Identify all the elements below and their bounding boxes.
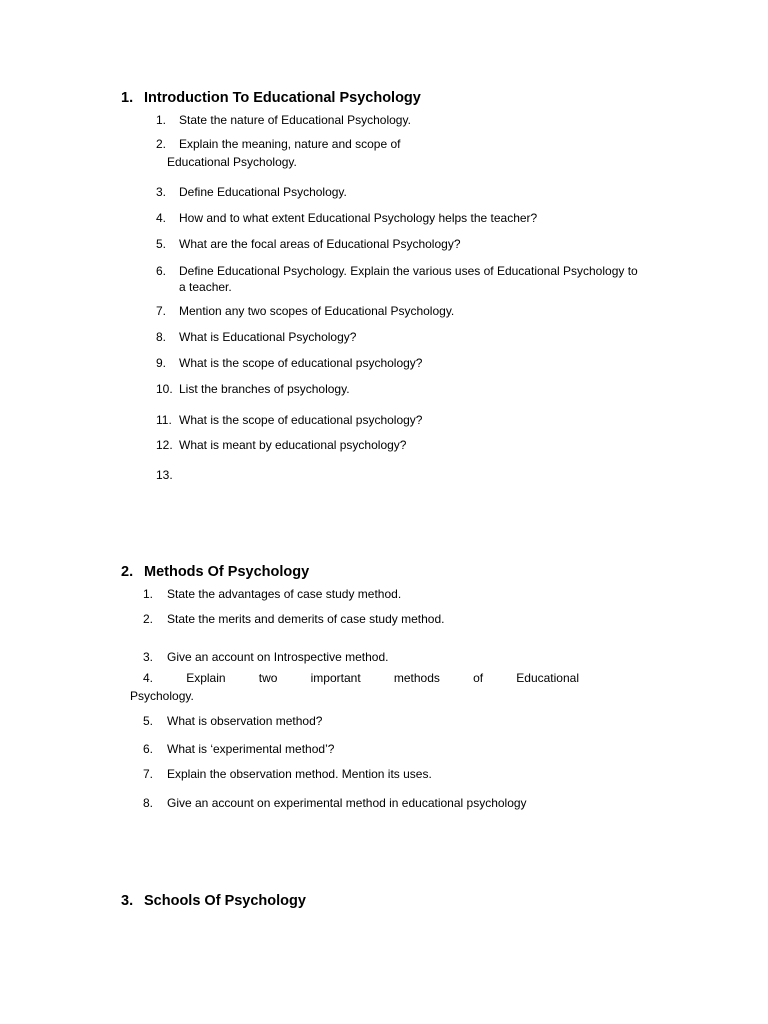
question-text: Give an account on Introspective method. <box>167 650 389 664</box>
question-number: 7. <box>156 304 167 318</box>
section-1-title: Introduction To Educational Psychology <box>144 90 421 106</box>
question-number: 12. <box>156 438 173 452</box>
question-number: 5. <box>156 237 167 251</box>
question-text-continuation: a teacher. <box>179 280 232 294</box>
question-text: What is observation method? <box>167 714 323 728</box>
question-number: 6. <box>143 742 154 756</box>
question-word: methods <box>393 671 440 685</box>
question-number: 4. <box>156 211 167 225</box>
question-number: 3. <box>156 185 167 199</box>
question-text: What is the scope of educational psychology? <box>179 356 423 370</box>
question-text: Explain the observation method. Mention its uses. <box>167 767 432 781</box>
question-number: 1. <box>143 587 154 601</box>
question-number: 7. <box>143 767 154 781</box>
question-number: 10. <box>156 382 173 396</box>
question-text-continuation: Psychology. <box>130 689 194 703</box>
section-2-title: Methods Of Psychology <box>144 564 310 580</box>
section-1-number: 1. <box>121 90 134 106</box>
section-2-number: 2. <box>121 564 134 580</box>
question-word: of <box>473 671 484 685</box>
question-text: How and to what extent Educational Psychology helps the teacher? <box>179 211 538 225</box>
question-text: Define Educational Psychology. <box>179 185 347 199</box>
question-number: 1. <box>156 113 167 127</box>
question-text: State the advantages of case study method. <box>167 587 402 601</box>
question-word: Explain <box>186 671 226 685</box>
question-number: 13. <box>156 468 173 482</box>
question-number: 9. <box>156 356 167 370</box>
question-text-continuation: Educational Psychology. <box>167 155 297 169</box>
question-text: Define Educational Psychology. Explain the various uses of Educational Psychology to <box>179 264 638 278</box>
question-number: 8. <box>143 796 154 810</box>
question-number: 2. <box>143 612 154 626</box>
section-3-title: Schools Of Psychology <box>144 893 306 909</box>
question-text: Give an account on experimental method in educational psychology <box>167 796 527 810</box>
question-text: Explain the meaning, nature and scope of <box>179 137 401 151</box>
question-word: important <box>310 671 361 685</box>
question-number: 3. <box>143 650 154 664</box>
question-text: What is Educational Psychology? <box>179 330 357 344</box>
question-number: 4. <box>143 671 154 685</box>
question-number: 6. <box>156 264 167 278</box>
question-text: State the merits and demerits of case study method. <box>167 612 445 626</box>
section-3-number: 3. <box>121 893 134 909</box>
question-text: What is meant by educational psychology? <box>179 438 407 452</box>
question-text: State the nature of Educational Psychology. <box>179 113 411 127</box>
question-justified-line <box>143 670 579 686</box>
question-text: What are the focal areas of Educational Psychology? <box>179 237 461 251</box>
question-text: What is ‘experimental method’? <box>167 742 335 756</box>
question-number: 8. <box>156 330 167 344</box>
question-word: Educational <box>516 671 579 685</box>
question-number: 2. <box>156 137 167 151</box>
question-number: 11. <box>156 413 172 427</box>
question-text: Mention any two scopes of Educational Psychology. <box>179 304 455 318</box>
question-text: What is the scope of educational psychology? <box>179 413 423 427</box>
question-text: List the branches of psychology. <box>179 382 350 396</box>
question-word: two <box>258 671 278 685</box>
question-number: 5. <box>143 714 154 728</box>
